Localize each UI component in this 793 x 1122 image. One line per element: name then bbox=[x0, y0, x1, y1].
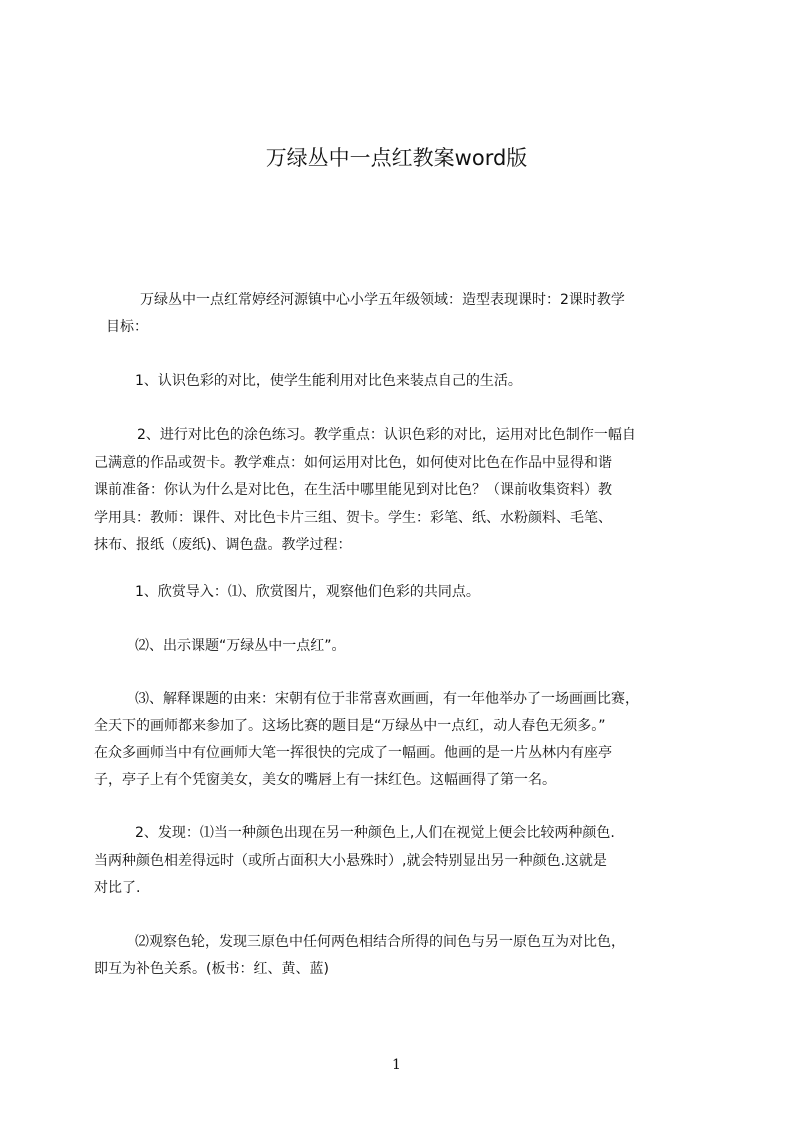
page-number: 1 bbox=[392, 1057, 401, 1073]
body-line: 全天下的画师都来参加了。这场比赛的题目是“万绿丛中一点红，动人春色无须多。” bbox=[94, 718, 606, 734]
document-title: 万绿丛中一点红教案word版 bbox=[265, 146, 528, 170]
body-line: ⑵观察色轮，发现三原色中任何两色相结合所得的间色与另一原色互为对比色， bbox=[135, 934, 625, 950]
body-line: 在众多画师当中有位画师大笔一挥很快的完成了一幅画。他画的是一片丛林内有座亭 bbox=[94, 745, 612, 761]
body-line: 即互为补色关系。(板书：红、黄、蓝) bbox=[94, 961, 329, 977]
body-line: 对比了. bbox=[94, 880, 141, 896]
body-line: 当两种颜色相差得远时（或所占面积大小悬殊时）,就会特别显出另一种颜色.这就是 bbox=[94, 853, 607, 869]
body-line: 1、认识色彩的对比，使学生能利用对比色来装点自己的生活。 bbox=[135, 373, 522, 389]
body-line: 学用具：教师：课件、对比色卡片三组、贺卡。学生：彩笔、纸、水粉颜料、毛笔、 bbox=[94, 510, 612, 526]
body-line: 万绿丛中一点红常婷经河源镇中心小学五年级领域：造型表现课时：2课时教学 bbox=[140, 292, 625, 308]
body-line: ⑶、解释课题的由来：宋朝有位于非常喜欢画画，有一年他举办了一场画画比赛， bbox=[135, 691, 639, 707]
body-line: 2、发现：⑴当一种颜色出现在另一种颜色上,人们在视觉上便会比较两种颜色. bbox=[135, 825, 615, 841]
body-line: 子，亭子上有个凭窗美女，美女的嘴唇上有一抹红色。这幅画得了第一名。 bbox=[94, 772, 556, 788]
body-line: 抹布、报纸（废纸)、调色盘。教学过程： bbox=[94, 537, 352, 553]
body-line: 2、进行对比色的涂色练习。教学重点：认识色彩的对比，运用对比色制作一幅自 bbox=[137, 427, 636, 443]
body-line: 目标： bbox=[106, 319, 148, 335]
body-line: 己满意的作品或贺卡。教学难点：如何运用对比色，如何使对比色在作品中显得和谐 bbox=[94, 455, 612, 471]
body-line: ⑵、出示课题“万绿丛中一点红”。 bbox=[135, 638, 346, 654]
body-line: 1、欣赏导入：⑴、欣赏图片，观察他们色彩的共同点。 bbox=[135, 584, 480, 600]
body-line: 课前准备：你认为什么是对比色，在生活中哪里能见到对比色？（课前收集资料）教 bbox=[94, 482, 612, 498]
